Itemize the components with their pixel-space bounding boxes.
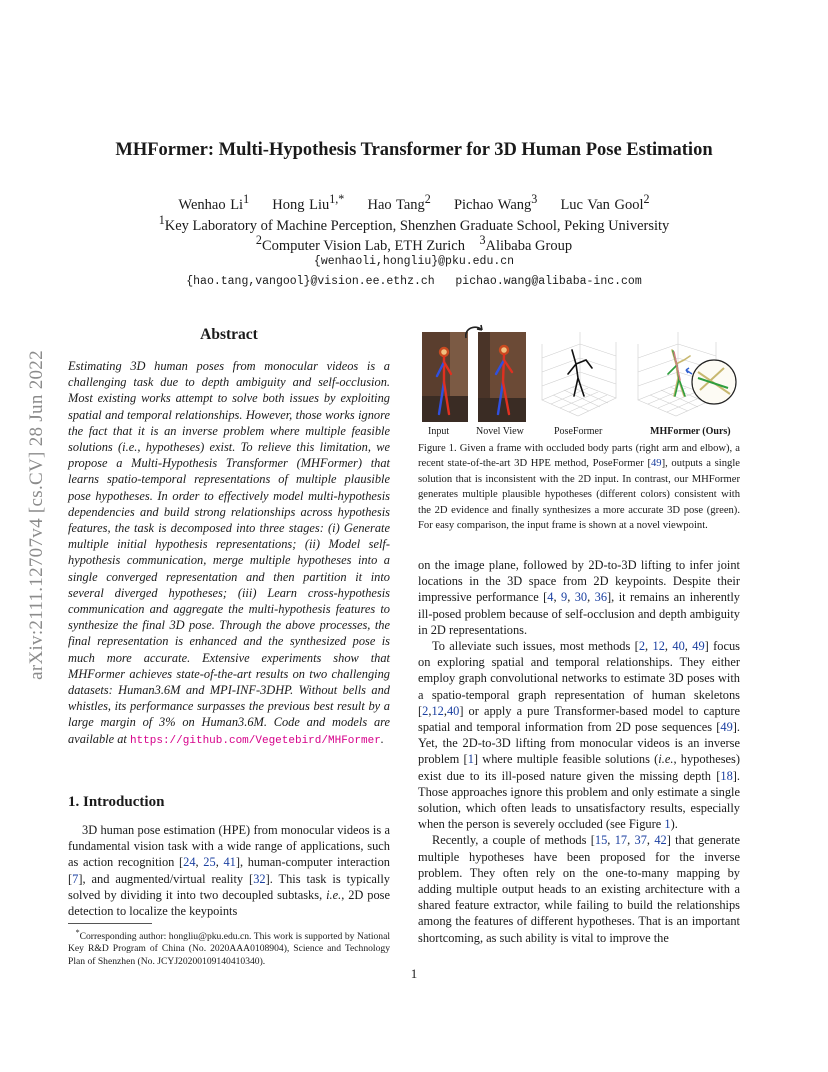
citation[interactable]: 37 (634, 833, 647, 848)
input-frame-image (422, 332, 468, 422)
citation[interactable]: 40 (446, 703, 460, 718)
page-number: 1 (410, 966, 418, 981)
citation[interactable]: 15 (594, 833, 608, 848)
affiliation-2: $^2$Computer Vision Lab, ETH Zurich $^3$Alibaba Group (255, 233, 573, 254)
citation[interactable]: 12 (652, 639, 665, 654)
citation[interactable]: 30 (574, 590, 588, 605)
citation[interactable]: 25 (203, 855, 216, 870)
figure-label-input: Input (428, 426, 450, 437)
citation[interactable]: 2 (638, 639, 646, 654)
citation[interactable]: 17 (614, 833, 628, 848)
figure-1 (418, 322, 740, 440)
figure-reference[interactable]: 1 (664, 817, 671, 832)
citation[interactable]: 49 (720, 720, 733, 735)
citation[interactable]: 7 (72, 871, 79, 886)
citation[interactable]: 2 (422, 703, 429, 718)
citation[interactable]: 4 (547, 590, 554, 605)
figure-label-mhformer: MHFormer (Ours) (650, 426, 731, 437)
rotate-view-arrow-icon (462, 322, 486, 342)
citation[interactable]: 49 (650, 458, 662, 470)
citation[interactable]: 40 (672, 639, 685, 654)
citation[interactable]: 32 (253, 871, 266, 886)
figure-label-novel-view: Novel View (476, 426, 524, 437)
affiliation-1: $^1$Key Laboratory of Machine Perception, Shenzhen Graduate School, Peking University (158, 213, 670, 234)
mhformer-output-plot (634, 330, 740, 424)
author: Hao Tang$^2$ (367, 192, 431, 213)
citation[interactable]: 1 (467, 752, 474, 767)
email-line-2: {hao.tang,vangool}@vision.ee.ethz.ch pichao.wang@alibaba-inc.com (186, 275, 642, 288)
author: Hong Liu$^{1,*}$ (272, 192, 345, 213)
citation[interactable]: 24 (183, 855, 196, 870)
right-column-text: on the image plane, followed by 2D-to-3D lifting to infer joint locations in the 3D space from 2D keypoints. Despite their impressive performance [4, 9, 30, 36], it remains an inherently ill-posed problem because of self-occlusion and depth ambiguity in 2D representations. To alleviate such issues, most methods [2, 12, 40, 49] focus on exploring spatial and temporal relationships. They either employ graph convolutional networks to estimate 3D poses with a spatio-temporal graph representation of human skeletons [2,12,40] or apply a pure Transformer-based model to capture spatial and temporal information from 2D pose sequences [49]. Yet, the 2D-to-3D lifting from monocular videos is an inverse problem [1] where multiple feasible solutions (i.e., hypotheses) exist due to its ill-posed nature given the missing depth [18]. Those approaches ignore this problem and only estimate a single solution, which often leads to unsatisfactory results, especially when the person is severely occluded (see Figure 1). Recently, a couple of methods [15, 17, 37, 42] that generate multiple hypotheses have been proposed for the inverse problem. They often rely on the one-to-many mapping by adding multiple output heads to an existing architecture with a shared feature extractor, while failing to build the relationships among the features of different hypotheses. That is an important shortcoming, as such ability is vital to improve the (418, 558, 741, 945)
poseformer-output-plot (536, 330, 620, 424)
arxiv-sidebar (22, 290, 52, 740)
arxiv-identifier: arXiv:2111.12707v4 [cs.CV] 28 Jun 2022 (26, 350, 47, 680)
figure-label-poseformer: PoseFormer (554, 426, 603, 437)
introduction-text: 3D human pose estimation (HPE) from monocular videos is a fundamental vision task with a wide range of applications, such as action recognition [24, 25, 41], human-computer interaction [7], and augmented/virtual reality [32]. This task is typically solved by dividing it into two decoupled subtasks, i.e., 2D pose detection to localize the keypoints (68, 823, 391, 919)
author: Pichao Wang$^3$ (453, 192, 538, 213)
citation[interactable]: 18 (720, 768, 733, 783)
footnote-rule (68, 923, 152, 924)
citation[interactable]: 12 (431, 703, 444, 718)
author: Luc Van Gool$^2$ (560, 192, 650, 213)
code-link[interactable]: https://github.com/Vegetebird/MHFormer (129, 734, 381, 747)
footnote: *Corresponding author: hongliu@pku.edu.cn. This work is supported by National Key R&D Program of China (No. 2020AAA0108904), Science and Technology Plan of Shenzhen (No. JCYJ20200109140410340). (68, 928, 390, 967)
citation[interactable]: 36 (594, 590, 608, 605)
novel-view-image (478, 332, 526, 422)
citation[interactable]: 41 (223, 855, 236, 870)
section-heading-introduction: 1. Introduction (68, 794, 165, 810)
email-line-1: {wenhaoli,hongliu}@pku.edu.cn (313, 255, 515, 268)
author: Wenhao Li$^1$ (178, 192, 250, 213)
author-list (0, 192, 828, 214)
paper-title: MHFormer: Multi-Hypothesis Transformer for 3D Human Pose Estimation (115, 140, 713, 160)
citation[interactable]: 9 (561, 590, 568, 605)
figure-1-caption: Figure 1. Given a frame with occluded body parts (right arm and elbow), a recent state-of-the-art 3D HPE method, PoseFormer [49], outputs a single solution that is inconsistent with the 2D input. In contrast, our MHFormer generates multiple plausible hypotheses (different colors) consistent with the 2D evidence and finally synthesizes a more accurate 3D pose (green). For easy comparison, the input frame is shown at a novel viewpoint. (418, 443, 740, 532)
citation[interactable]: 49 (692, 639, 705, 654)
abstract-heading: Abstract (200, 326, 258, 343)
abstract-text: Estimating 3D human poses from monocular videos is a challenging task due to depth ambiguity and self-occlusion. Most existing works attempt to solve both issues by exploiting spatial and temporal relationships. However, those works ignore the fact that it is an inverse problem where multiple feasible solutions (i.e., hypotheses) exist. To relieve this limitation, we propose a Multi-Hypothesis Transformer (MHFormer) that learns spatio-temporal representations of multiple plausible pose hypotheses. In order to effectively model multi-hypothesis dependencies and build strong relationships across hypothesis features, the task is decomposed into three stages: (i) Generate multiple initial hypothesis representations; (ii) Model self-hypothesis communication, merge multiple hypotheses into a single converged representation and then partition it into several diverged hypotheses; (iii) Learn cross-hypothesis communication and aggregate the multi-hypothesis features to synthesize the final 3D pose. Through the above processes, the final representation is enhanced and the synthesized pose is much more accurate. Extensive experiments show that MHFormer achieves state-of-the-art results on two challenging datasets: Human3.6M and MPI-INF-3DHP. Without bells and whistles, its performance surpasses the previous best result by a large margin of 3% on Human3.6M. Code and models are available at https://github.com/Vegetebird/MHFormer. (68, 359, 390, 747)
citation[interactable]: 42 (654, 833, 667, 848)
